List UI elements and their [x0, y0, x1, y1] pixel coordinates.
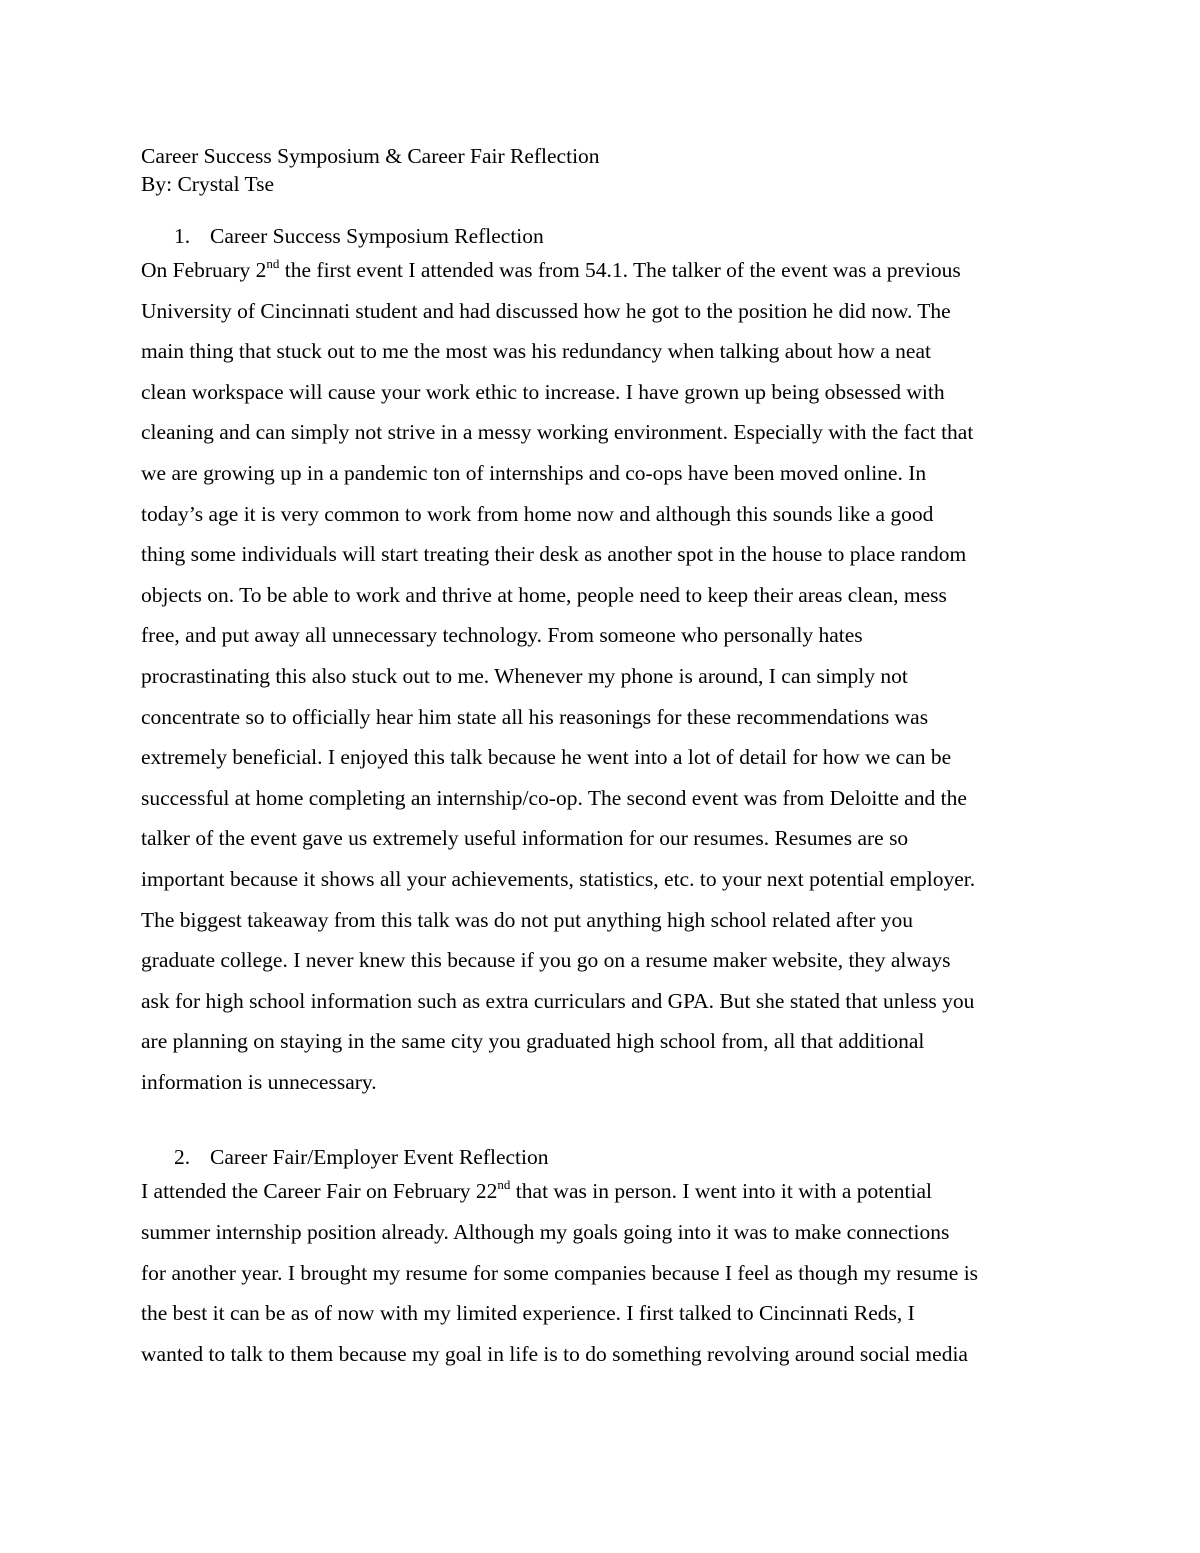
- paragraph-line: summer internship position already. Although my goals going into it was to make connections: [141, 1220, 950, 1245]
- section-number: 2.: [174, 1145, 191, 1170]
- paragraph-text: I attended the Career Fair on February 22: [141, 1179, 498, 1204]
- paragraph-line: University of Cincinnati student and had discussed how he got to the position he did now. The: [141, 298, 951, 323]
- paragraph-line: today’s age it is very common to work from home now and although this sounds like a good: [141, 501, 934, 526]
- paragraph-line: main thing that stuck out to me the most was his redundancy when talking about how a neat: [141, 339, 931, 364]
- paragraph-line: procrastinating this also stuck out to me. Whenever my phone is around, I can simply not: [141, 663, 908, 688]
- section-paragraph: [141, 1171, 1066, 1374]
- paragraph-line: [141, 1171, 1066, 1212]
- paragraph-line: clean workspace will cause your work ethic to increase. I have grown up being obsessed with: [141, 379, 945, 404]
- paragraph-line: successful at home completing an internship/co-op. The second event was from Deloitte and the: [141, 785, 967, 810]
- paragraph-line: concentrate so to officially hear him state all his reasonings for these recommendations was: [141, 704, 929, 729]
- paragraph-text: that was in person. I went into it with a potential: [510, 1179, 932, 1204]
- paragraph-line: [141, 250, 1066, 291]
- section-1: [141, 222, 1066, 1102]
- paragraph-line: The biggest takeaway from this talk was do not put anything high school related after you: [141, 907, 914, 932]
- paragraph-line: cleaning and can simply not strive in a messy working environment. Especially with the fact that: [141, 420, 974, 445]
- paragraph-line: talker of the event gave us extremely useful information for our resumes. Resumes are so: [141, 826, 909, 851]
- paragraph-line: ask for high school information such as extra curriculars and GPA. But she stated that unless you: [141, 988, 975, 1013]
- paragraph-line: thing some individuals will start treating their desk as another spot in the house to place random: [141, 542, 967, 567]
- paragraph-line: the best it can be as of now with my limited experience. I first talked to Cincinnati Reds, I: [141, 1301, 915, 1326]
- paragraph-line: are planning on staying in the same city you graduated high school from, all that additional: [141, 1029, 925, 1054]
- section-number: 1.: [174, 224, 191, 248]
- document-title: Career Success Symposium & Career Fair Reflection: [141, 144, 600, 168]
- paragraph-line: wanted to talk to them because my goal in life is to do something revolving around social media: [141, 1341, 968, 1366]
- paragraph-line: important because it shows all your achievements, statistics, etc. to your next potential employer.: [141, 866, 976, 891]
- section-paragraph: [141, 250, 1066, 1102]
- section-heading: [141, 222, 1066, 250]
- paragraph-line: graduate college. I never knew this because if you go on a resume maker website, they always: [141, 948, 951, 973]
- paragraph-text: the first event I attended was from 54.1. The talker of the event was a previous: [279, 258, 961, 282]
- paragraph-text: On February 2: [141, 258, 267, 282]
- ordinal-superscript: nd: [266, 256, 280, 271]
- paragraph-line: free, and put away all unnecessary technology. From someone who personally hates: [141, 623, 863, 648]
- paragraph-line: extremely beneficial. I enjoyed this talk because he went into a lot of detail for how we can be: [141, 745, 952, 770]
- paragraph-line: we are growing up in a pandemic ton of internships and co-ops have been moved online. In: [141, 460, 927, 485]
- ordinal-superscript: nd: [497, 1177, 511, 1193]
- paragraph-line: objects on. To be able to work and thrive at home, people need to keep their areas clean, mess: [141, 582, 947, 607]
- section-heading-text: Career Fair/Employer Event Reflection: [210, 1145, 549, 1170]
- paragraph-line: for another year. I brought my resume for some companies because I feel as though my resume is: [141, 1260, 979, 1285]
- section-heading-text: Career Success Symposium Reflection: [210, 224, 544, 248]
- paragraph-line: information is unnecessary.: [141, 1069, 377, 1094]
- section-2: [141, 1143, 1066, 1374]
- section-heading: [141, 1143, 1066, 1171]
- document-author: By: Crystal Tse: [141, 172, 275, 196]
- document-body: [141, 142, 1066, 1374]
